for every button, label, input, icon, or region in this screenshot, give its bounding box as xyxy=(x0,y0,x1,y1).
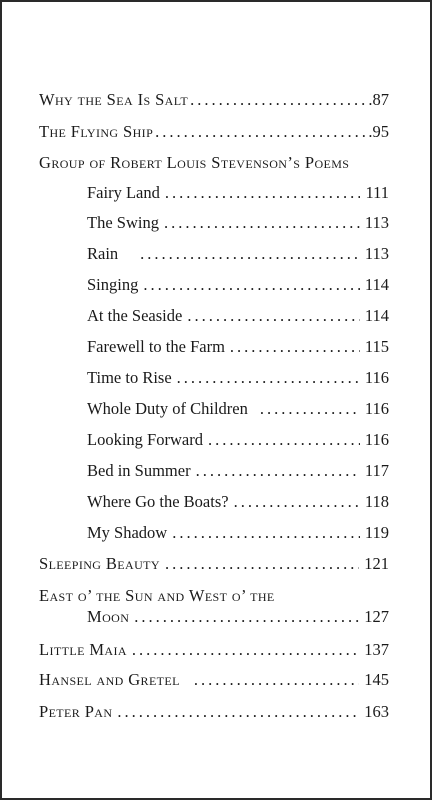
toc-entry-title: Looking Forward xyxy=(87,430,203,449)
dot-leader xyxy=(208,430,360,450)
toc-entry-title: Sleeping Beauty xyxy=(39,554,160,573)
toc-entry-peter-pan[interactable] xyxy=(39,702,389,722)
toc-entry-title: Why the Sea Is Salt xyxy=(39,90,189,109)
toc-entry-page: 113 xyxy=(364,213,389,232)
toc-entry-title: The Swing xyxy=(87,213,159,232)
toc-poem-singing[interactable] xyxy=(87,275,389,295)
toc-entry-page: 145 xyxy=(364,670,389,689)
toc-entry-title: Peter Pan xyxy=(39,702,113,721)
group-heading: Group of Robert Louis Stevenson’s Poems xyxy=(39,153,350,172)
dot-leader xyxy=(140,244,360,264)
toc-entry-title: Fairy Land xyxy=(87,183,160,202)
dot-leader xyxy=(164,213,360,233)
toc-entry-title: Hansel and Gretel xyxy=(39,670,180,689)
toc-entry-east-o-the-sun-line2[interactable] xyxy=(87,607,389,627)
toc-entry-page: 121 xyxy=(364,554,389,573)
toc-poem-time-to-rise[interactable] xyxy=(87,368,389,388)
dot-leader xyxy=(187,306,360,326)
dot-leader xyxy=(143,275,360,295)
toc-entry-little-maia[interactable] xyxy=(39,640,389,660)
toc-entry-title: Rain xyxy=(87,244,119,263)
dot-leader xyxy=(165,183,361,203)
toc-entry-title: Time to Rise xyxy=(87,368,172,387)
toc-poem-the-swing[interactable] xyxy=(87,213,389,233)
toc-entry-page: 137 xyxy=(364,640,389,659)
toc-poem-looking-forward[interactable] xyxy=(87,430,389,450)
toc-entry-page: .87 xyxy=(368,90,389,109)
toc-entry-page: 127 xyxy=(364,607,389,626)
dot-leader xyxy=(190,90,367,110)
toc-entry-title: At the Seaside xyxy=(87,306,183,325)
toc-entry-page: 163 xyxy=(364,702,389,721)
toc-entry-hansel-and-gretel[interactable] xyxy=(39,670,389,690)
toc-entry-title: My Shadow xyxy=(87,523,168,542)
toc-entry-the-flying-ship[interactable] xyxy=(39,122,389,142)
toc-poem-rain[interactable] xyxy=(87,244,389,264)
dot-leader xyxy=(234,492,360,512)
toc-entry-title: The Flying Ship xyxy=(39,122,154,141)
toc-entry-title: Singing xyxy=(87,275,139,294)
toc-poem-where-go-the-boats[interactable] xyxy=(87,492,389,512)
book-page xyxy=(2,2,430,798)
dot-leader xyxy=(194,670,359,690)
dot-leader xyxy=(196,461,360,481)
toc-entry-page: 116 xyxy=(364,399,389,418)
toc-entry-title: Moon xyxy=(87,607,130,626)
toc-poem-fairy-land[interactable] xyxy=(87,183,389,203)
table-of-contents xyxy=(2,2,430,798)
toc-entry-page: 114 xyxy=(364,306,389,325)
toc-poem-bed-in-summer[interactable] xyxy=(87,461,389,481)
dot-leader xyxy=(132,640,359,660)
dot-leader xyxy=(172,523,360,543)
toc-entry-page: 116 xyxy=(364,368,389,387)
toc-entry-page: 111 xyxy=(365,183,389,202)
dot-leader xyxy=(134,607,359,627)
toc-poem-at-the-seaside[interactable] xyxy=(87,306,389,326)
toc-entry-page: 117 xyxy=(364,461,389,480)
toc-entry-sleeping-beauty[interactable] xyxy=(39,554,389,574)
toc-entry-page: .95 xyxy=(368,122,389,141)
toc-entry-page: 116 xyxy=(364,430,389,449)
toc-entry-title: Whole Duty of Children xyxy=(87,399,248,418)
toc-entry-page: 115 xyxy=(364,337,389,356)
toc-poem-farewell-to-the-farm[interactable] xyxy=(87,337,389,357)
toc-entry-title: Farewell to the Farm xyxy=(87,337,225,356)
toc-poem-whole-duty-of-children[interactable] xyxy=(87,399,389,419)
dot-leader xyxy=(177,368,360,388)
dot-leader xyxy=(230,337,360,357)
dot-leader xyxy=(117,702,359,722)
toc-entry-page: 114 xyxy=(364,275,389,294)
toc-entry-why-the-sea-is-salt[interactable] xyxy=(39,90,389,110)
toc-entry-title: Little Maia xyxy=(39,640,127,659)
toc-entry-page: 119 xyxy=(364,523,389,542)
toc-entry-page: 113 xyxy=(364,244,389,263)
dot-leader xyxy=(165,554,359,574)
dot-leader xyxy=(260,399,360,419)
toc-entry-east-o-the-sun-line1[interactable]: East o’ the Sun and West o’ the xyxy=(39,586,275,605)
toc-entry-title: Bed in Summer xyxy=(87,461,191,480)
toc-entry-title: Where Go the Boats? xyxy=(87,492,229,511)
dot-leader xyxy=(155,122,367,142)
toc-poem-my-shadow[interactable] xyxy=(87,523,389,543)
toc-entry-page: 118 xyxy=(364,492,389,511)
